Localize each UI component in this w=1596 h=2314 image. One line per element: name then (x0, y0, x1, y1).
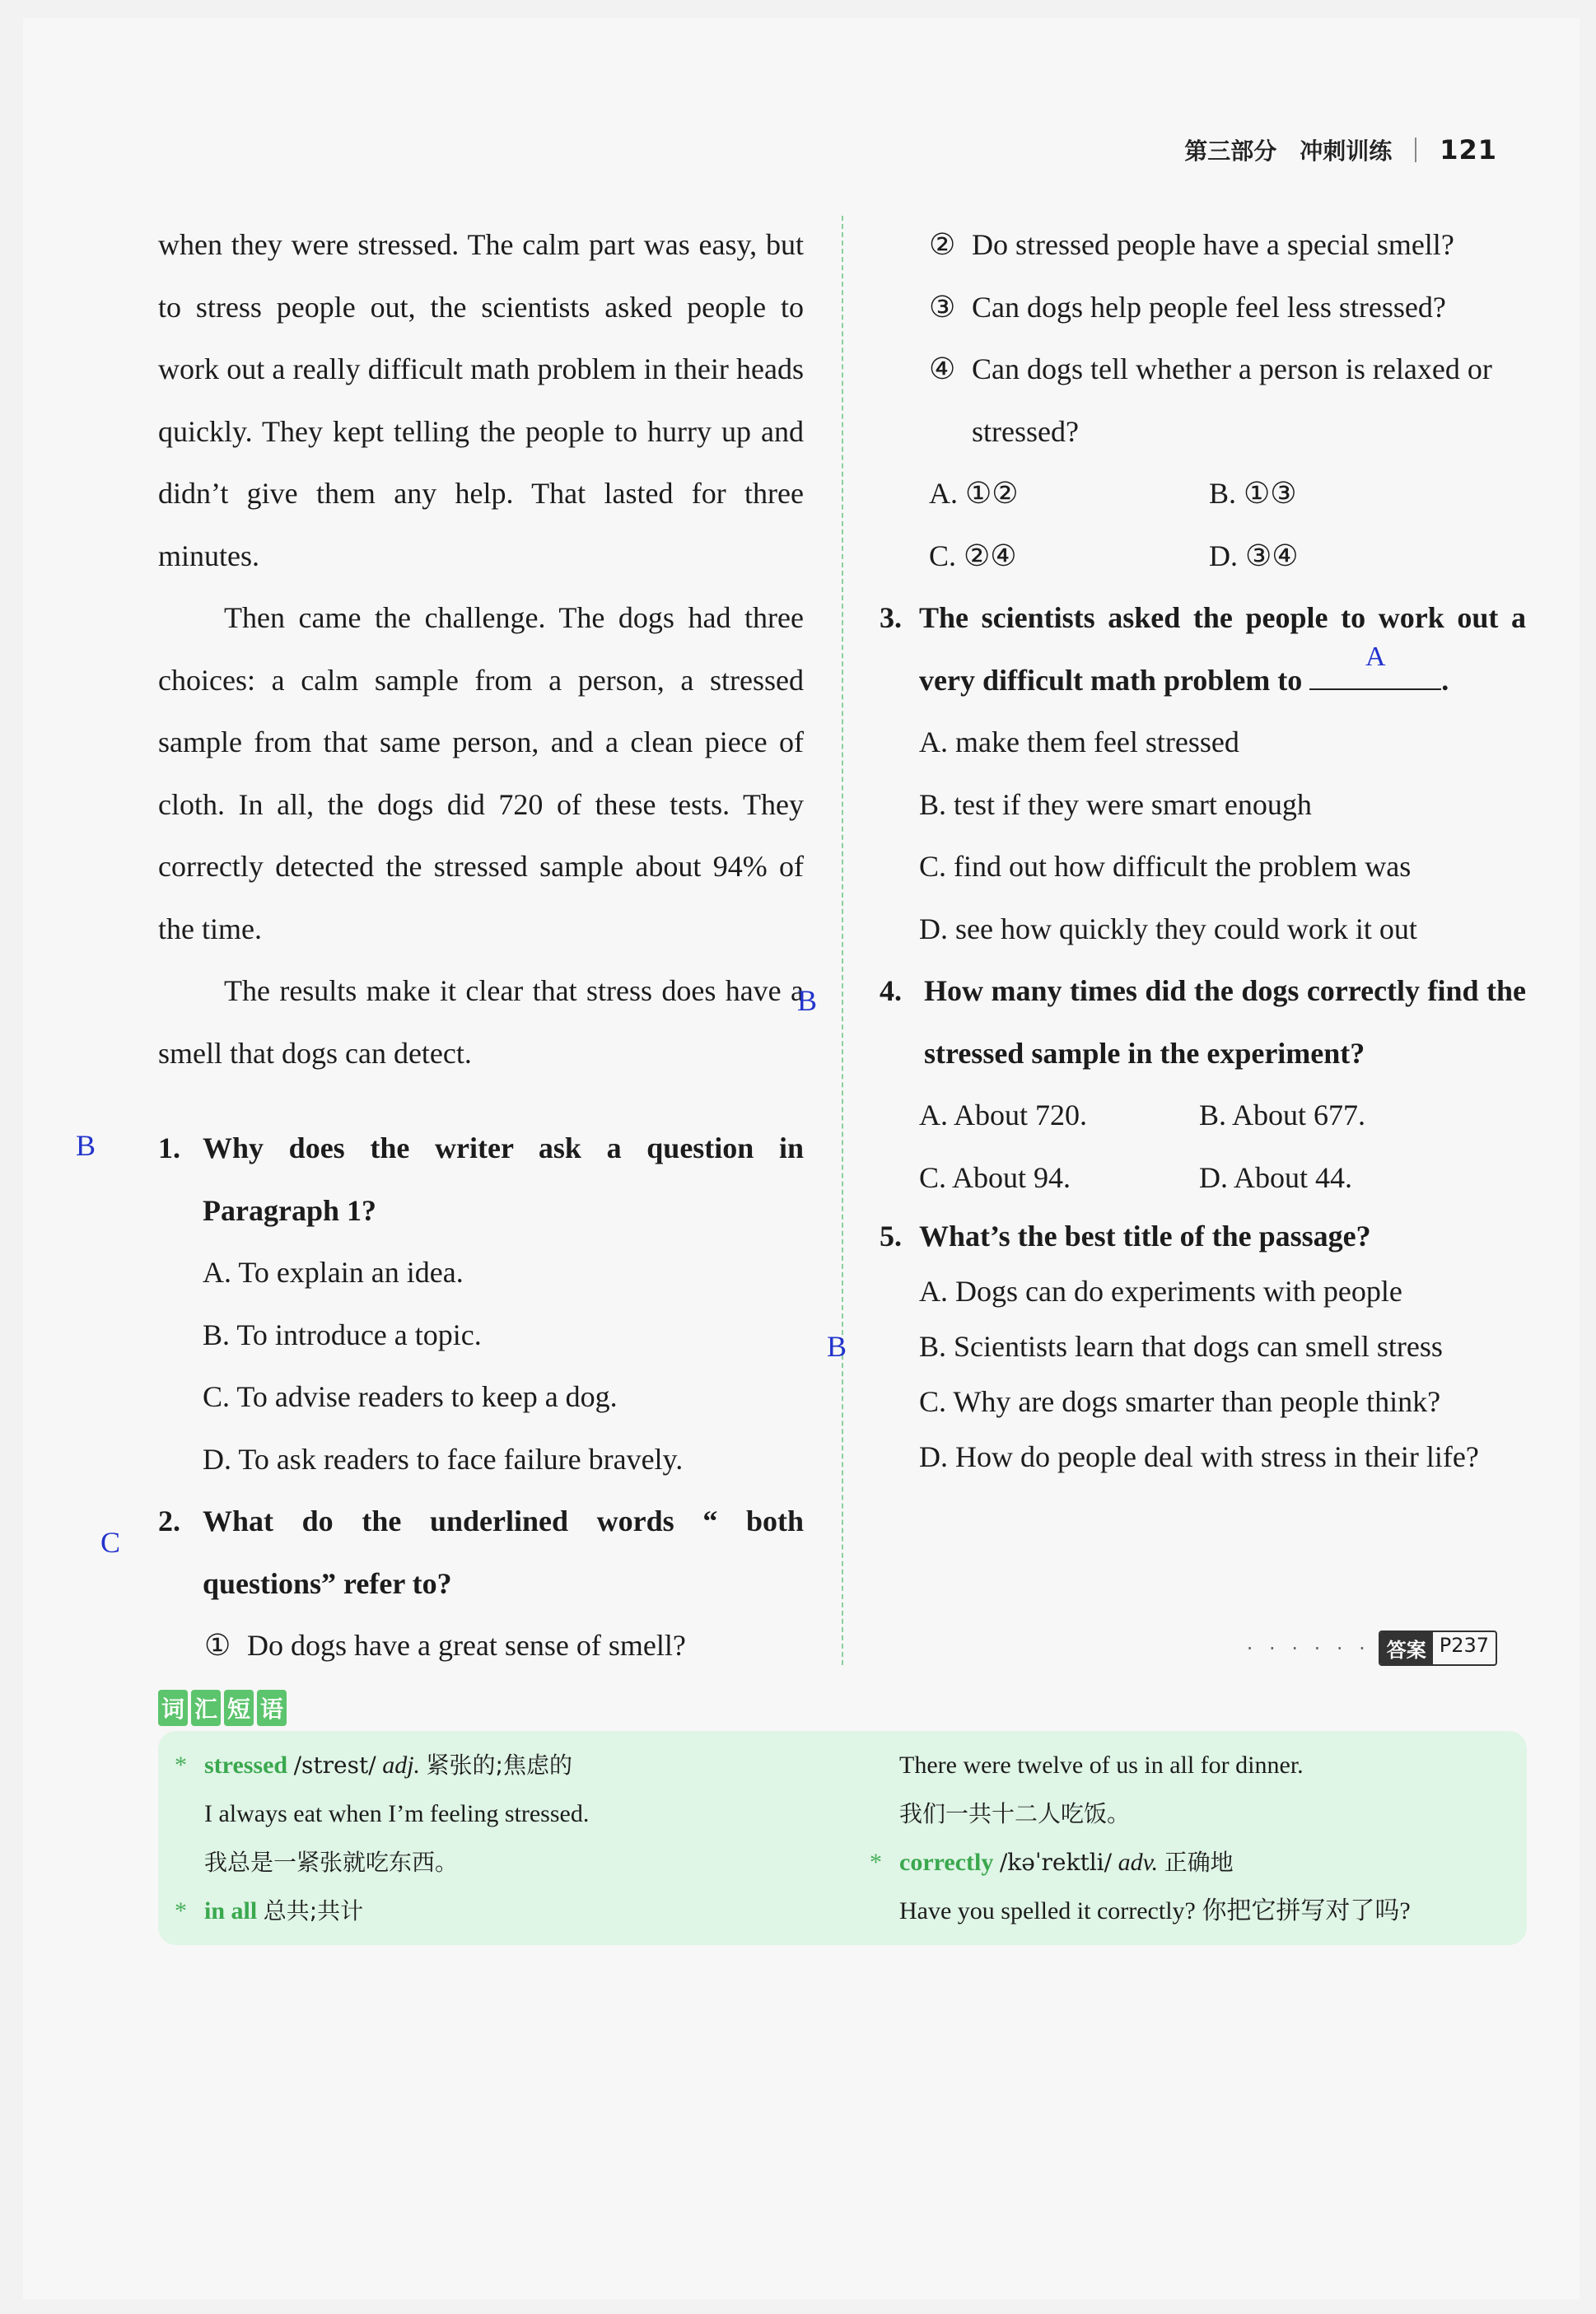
option: D. How do people deal with stress in their life? (919, 1440, 1479, 1473)
sub-question (880, 277, 1526, 339)
question-text: What’s the best title of the passage? (919, 1220, 1371, 1253)
right-column (880, 214, 1526, 1485)
page (23, 18, 1580, 2299)
answer-reference (1247, 1631, 1497, 1666)
option-row (880, 463, 1526, 525)
vocab-left-column (175, 1741, 833, 1935)
column-divider (842, 216, 843, 1665)
section-title: 第三部分 冲刺训练 (1184, 138, 1393, 165)
header-divider (1415, 138, 1416, 162)
sub-question (158, 1615, 804, 1677)
page-header (1184, 133, 1497, 166)
handwritten-answer: B (76, 1129, 96, 1162)
sub-question-text: Do dogs have a great sense of smell? (247, 1629, 686, 1662)
vocab-entry (870, 1838, 1525, 1887)
vocab-pos: adv. (1118, 1849, 1159, 1876)
option: B. About 677. (1199, 1099, 1366, 1131)
answer-page: P237 (1439, 1634, 1489, 1657)
vocab-title (158, 1690, 287, 1726)
option: A. ①② (929, 477, 1019, 510)
passage-paragraph: The results make it clear that stress does have a smell that dogs can detect. (158, 974, 804, 1070)
question-number: 5. (880, 1220, 902, 1253)
question-number: 3. (880, 601, 902, 634)
question-text: The scientists asked the people to work out a very difficult math problem to (919, 601, 1526, 697)
option: B. Scientists learn that dogs can smell stress (919, 1330, 1443, 1363)
circled-number: ③ (929, 290, 956, 324)
sub-question-text: Can dogs tell whether a person is relaxed or stressed? (972, 352, 1492, 448)
option: D. About 44. (1199, 1160, 1353, 1194)
answer-blank (1309, 641, 1441, 690)
question-text: How many times did the dogs correctly find the stressed sample in the experiment? (924, 974, 1526, 1070)
vocab-word: correctly (899, 1849, 994, 1876)
answer-label: 答案 (1380, 1632, 1433, 1664)
question-3 (880, 587, 1526, 960)
vocab-meaning: 紧张的;焦虑的 (426, 1752, 572, 1779)
option: C. Why are dogs smarter than people think? (919, 1385, 1441, 1418)
question-number: 1. (158, 1131, 180, 1164)
question-5 (880, 1209, 1526, 1485)
vocab-example: Have you spelled it correctly? 你把它拼写对了吗? (899, 1897, 1411, 1924)
vocab-box (158, 1731, 1527, 1945)
option: D. see how quickly they could work it out (919, 912, 1417, 945)
option: A. About 720. (919, 1099, 1088, 1131)
passage-paragraph: when they were stressed. The calm part was easy, but to stress people out, the scientists asked people to work out a really difficult math problem in their heads quickly. They kept telling the people to hurry up and didn’t give them any help. That lasted for three minutes. (158, 228, 804, 572)
question-4 (880, 960, 1526, 1209)
option: C. To advise readers to keep a dog. (203, 1380, 618, 1413)
vocab-title-char: 语 (257, 1690, 287, 1726)
vocab-entry (175, 1887, 833, 1935)
leader-dots: · · · · · · (1246, 1636, 1370, 1660)
handwritten-answer: C (100, 1526, 121, 1559)
vocab-meaning: 总共;共计 (263, 1897, 364, 1924)
passage-paragraph: Then came the challenge. The dogs had three choices: a calm sample from a person, a stressed sample from that same person, and a clean piece of cloth. In all, the dogs did 720 of these tests. They correctly detected the stressed sample about 94% of the time. (158, 601, 804, 945)
sub-question (880, 338, 1526, 463)
vocab-example-cn: 我总是一紧张就吃东西。 (204, 1849, 459, 1876)
answer-page-badge (1379, 1631, 1497, 1666)
option: D. ③④ (1209, 539, 1299, 572)
vocab-title-char: 词 (158, 1690, 188, 1726)
vocab-phonetic: /strest/ (293, 1752, 376, 1779)
option: C. find out how difficult the problem was (919, 850, 1412, 883)
vocab-word: stressed (204, 1752, 288, 1779)
vocab-example: I always eat when I’m feeling stressed. (204, 1800, 590, 1827)
option-row (880, 1147, 1526, 1210)
question-2 (158, 1491, 804, 1677)
vocab-right-column (870, 1741, 1525, 1935)
question-number: 2. (158, 1505, 180, 1537)
option: A. make them feel stressed (919, 725, 1239, 758)
sub-question (880, 214, 1526, 277)
option: A. Dogs can do experiments with people (919, 1275, 1402, 1308)
circled-number: ④ (929, 352, 956, 385)
option: B. To introduce a topic. (203, 1318, 482, 1351)
option: C. ②④ (929, 539, 1017, 572)
circled-number: ② (929, 228, 956, 261)
circled-number: ① (204, 1629, 231, 1662)
vocab-pos: adj. (382, 1752, 421, 1779)
handwritten-answer: B (797, 984, 818, 1017)
option: A. To explain an idea. (203, 1256, 464, 1289)
vocab-example: There were twelve of us in all for dinner. (899, 1752, 1304, 1779)
question-1 (158, 1117, 804, 1491)
question-text: Why does the writer ask a question in Paragraph 1? (203, 1131, 804, 1227)
star-icon: * (175, 1897, 187, 1924)
vocab-title-char: 汇 (191, 1690, 221, 1726)
option: B. ①③ (1209, 477, 1297, 510)
page-number: 121 (1440, 134, 1497, 166)
star-icon: * (175, 1752, 187, 1779)
vocab-example-cn: 我们一共十二人吃饭。 (899, 1800, 1131, 1827)
handwritten-answer: A (1365, 641, 1386, 672)
vocab-word: in all (204, 1897, 258, 1924)
option: C. About 94. (919, 1160, 1071, 1194)
star-icon: * (870, 1849, 882, 1876)
vocab-title-char: 短 (224, 1690, 254, 1726)
option-row (880, 1085, 1526, 1147)
option: B. test if they were smart enough (919, 787, 1312, 821)
handwritten-answer: B (827, 1330, 847, 1363)
question-end: . (1441, 663, 1449, 697)
vocab-phonetic: /kəˈrektli/ (999, 1849, 1113, 1876)
option: D. To ask readers to face failure bravely. (203, 1442, 684, 1476)
sub-question-text: Do stressed people have a special smell? (972, 228, 1454, 261)
vocab-meaning: 正确地 (1164, 1849, 1234, 1876)
left-column (158, 214, 804, 1677)
question-number: 4. (880, 974, 902, 1007)
sub-question-text: Can dogs help people feel less stressed? (972, 290, 1446, 324)
option-row (880, 525, 1526, 588)
question-text: What do the underlined words “ both questions” refer to? (203, 1505, 804, 1600)
vocab-entry (175, 1741, 833, 1789)
